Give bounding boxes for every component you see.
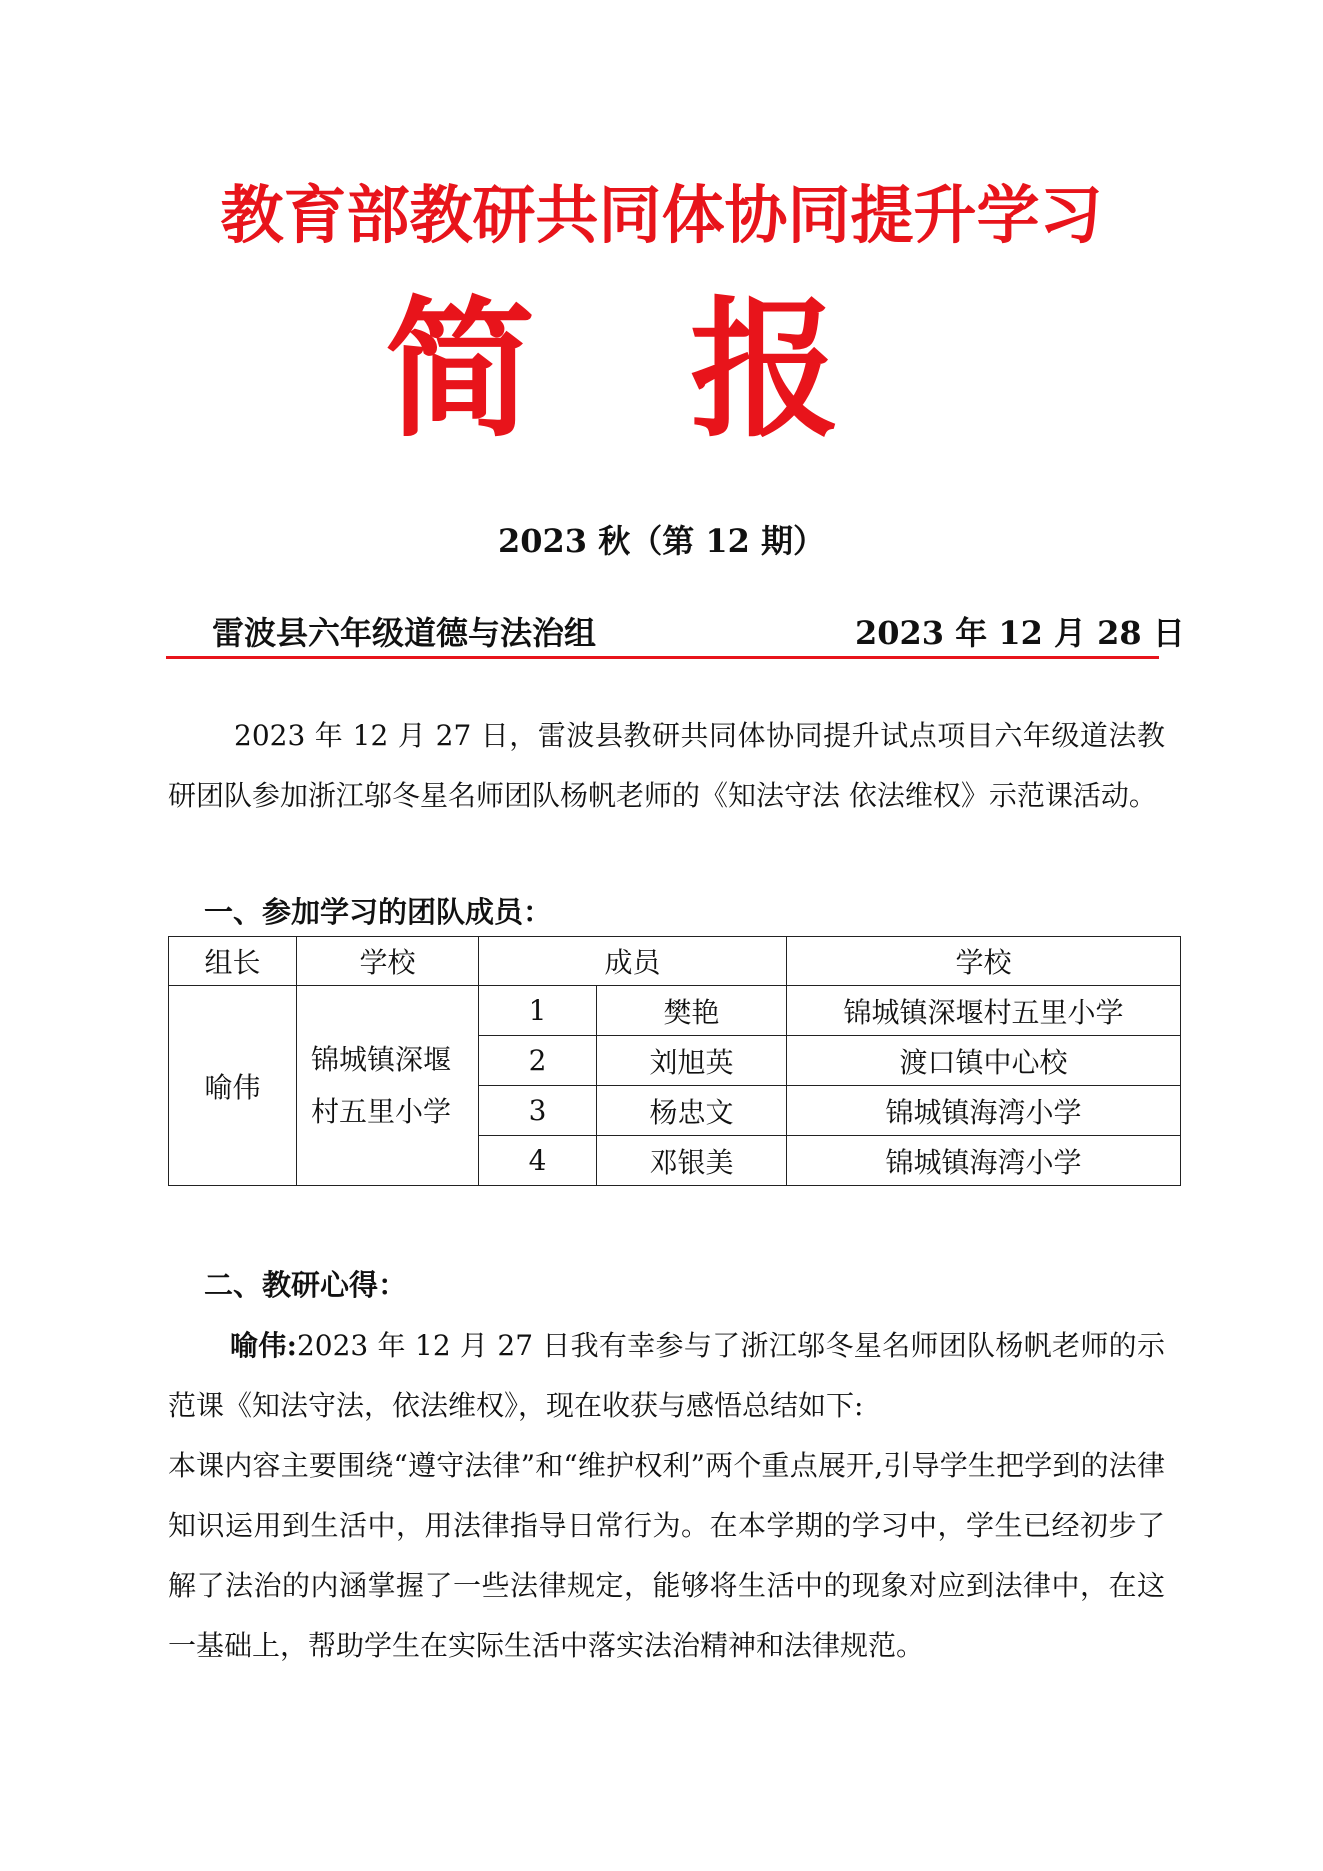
members-table (168, 936, 1181, 1186)
reflection-body-paragraph: 本课内容主要围绕“遵守法律”和“维护权利”两个重点展开,引导学生把学到的法律知识运用到生活中，用法律指导日常行为。在本学期的学习中，学生已经初步了解了法治的内涵掌握了一些法律规定，能够将生活中的现象对应到法律中，在这一基础上，帮助学生在实际生活中落实法治精神和法律规范。 (168, 1449, 1165, 1662)
speaker-name: 喻伟: (230, 1329, 297, 1362)
section-2-heading: 二、教研心得： (204, 1268, 408, 1302)
section-1-heading: 一、参加学习的团队成员： (204, 895, 553, 929)
publish-date: 2023 年 12 月 28 日 (855, 614, 1185, 652)
col-header-leader: 组长 (169, 937, 297, 986)
reflection-lead-paragraph (168, 1316, 1165, 1436)
member-number: 2 (479, 1036, 597, 1086)
red-divider (166, 656, 1159, 659)
member-school: 渡口镇中心校 (787, 1036, 1181, 1086)
member-name: 刘旭英 (597, 1036, 787, 1086)
brief-title-char-2: 报 (690, 282, 841, 458)
member-name: 樊艳 (597, 986, 787, 1036)
col-header-members: 成员 (479, 937, 787, 986)
member-number: 4 (479, 1136, 597, 1186)
issue-number: 2023 秋（第 12 期） (497, 522, 826, 560)
group-name: 雷波县六年级道德与法治组 (212, 614, 597, 652)
member-number: 3 (479, 1086, 597, 1136)
member-name: 杨忠文 (597, 1086, 787, 1136)
col-header-member-school: 学校 (787, 937, 1181, 986)
table-header-row (169, 937, 1181, 986)
reflection-lead-text: 2023 年 12 月 27 日我有幸参与了浙江邬冬星名师团队杨帆老师的示范课《知法守法，依法维权》，现在收获与感悟总结如下: (168, 1329, 1165, 1422)
intro-paragraph: 2023 年 12 月 27 日，雷波县教研共同体协同提升试点项目六年级道法教研团队参加浙江邬冬星名师团队杨帆老师的《知法守法 依法维权》示范课活动。 (168, 719, 1165, 812)
member-name: 邓银美 (597, 1136, 787, 1186)
member-number: 1 (479, 986, 597, 1036)
brief-title-char-1: 简 (385, 282, 536, 458)
leader-school: 锦城镇深堰村五里小学 (297, 986, 479, 1186)
col-header-school: 学校 (297, 937, 479, 986)
leader-name: 喻伟 (169, 986, 297, 1186)
masthead-row (0, 608, 1323, 658)
member-school: 锦城镇深堰村五里小学 (787, 986, 1181, 1036)
member-school: 锦城镇海湾小学 (787, 1136, 1181, 1186)
org-title: 教育部教研共同体协同提升学习 (220, 179, 1103, 252)
member-school: 锦城镇海湾小学 (787, 1086, 1181, 1136)
table-row (169, 986, 1181, 1036)
